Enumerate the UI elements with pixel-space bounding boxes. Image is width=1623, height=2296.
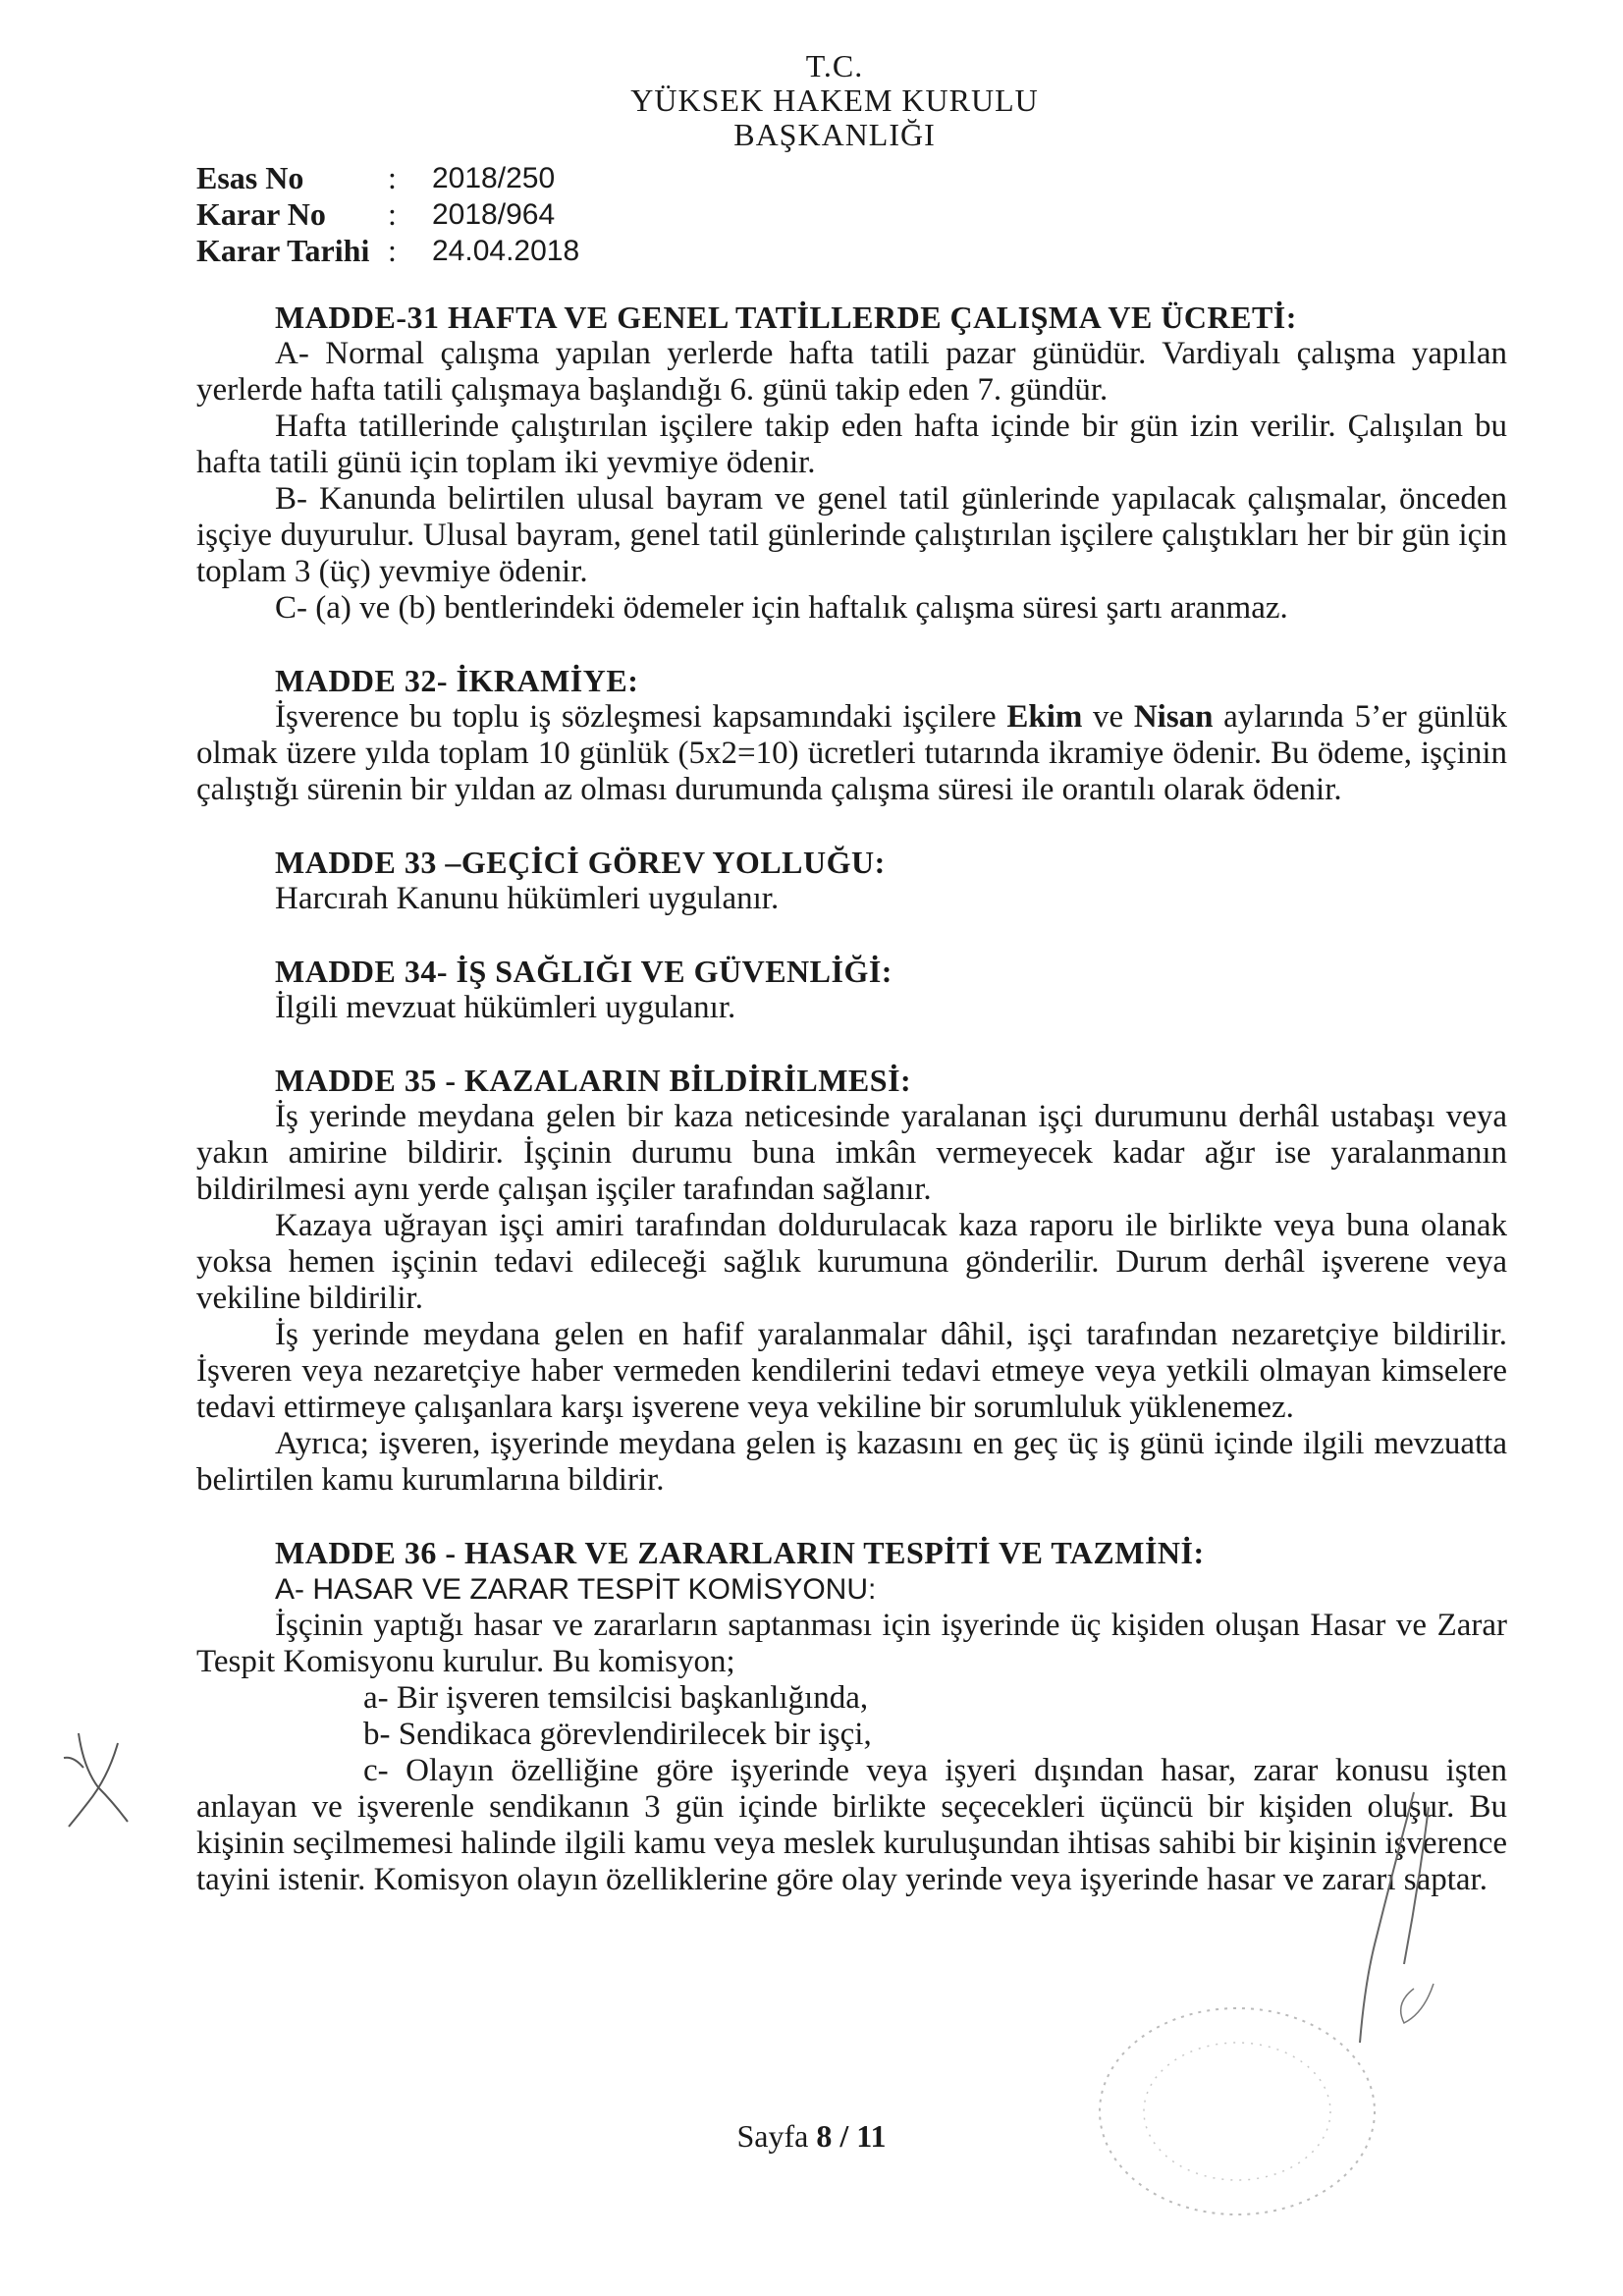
article-31-para-c: C- (a) ve (b) bentlerindeki ödemeler için haftalık çalışma süresi şartı aranmaz. [275, 590, 1288, 626]
article-36-para-1: İşçinin yaptığı hasar ve zararların saptanması için işyerinde üç kişiden oluşan Hasar ve Zarar Tespit Komisyonu kurulur. Bu komisyon; [196, 1608, 1507, 1679]
esas-row [196, 160, 579, 196]
article-35-para-1: İş yerinde meydana gelen bir kaza neticesinde yaralanan işçi durumunu derhâl ustabaşı veya yakın amirine bildirir. İşçinin durumu buna imkân vermeyecek kadar ağır ise yaralanmanın bildirilmesi aynı yerde çalışan işçiler tarafından sağlanır. [196, 1099, 1507, 1207]
article-36-item-b: b- Sendikaca görevlendirilecek bir işçi, [363, 1717, 872, 1752]
colon: : [388, 160, 397, 195]
karar-label: Karar No [196, 196, 326, 232]
header-institution: YÜKSEK HAKEM KURULU [630, 82, 1039, 118]
tarih-label: Karar Tarihi [196, 233, 370, 268]
tarih-row [196, 233, 579, 269]
article-31-para-b: B- Kanunda belirtilen ulusal bayram ve genel tatil günlerinde yapılacak çalışmalar, önceden işçiye duyurulur. Ulusal bayram, genel tatil günlerinde çalıştırılan işçilere çalıştıkları her bir gün için toplam 3 (üç) yevmiye ödenir. [196, 481, 1507, 589]
article-35-title: MADDE 35 - KAZALARIN BİLDİRİLMESİ: [275, 1063, 912, 1098]
article-32-para: İşverence bu toplu iş sözleşmesi kapsamındaki işçilere Ekim ve Nisan aylarında 5’er günlük olmak üzere yılda toplam 10 günlük (5x2=10) ücretleri tutarında ikramiye ödenir. Bu ödeme, işçinin çalıştığı sürenin bir yıldan az olması durumunda çalışma süresi ile orantılı olarak ödenir. [196, 699, 1508, 807]
article-35-para-3: İş yerinde meydana gelen en hafif yaralanmalar dâhil, işçi tarafından nezaretçiye bildirilir. İşveren veya nezaretçiye haber vermeden kendilerini tedavi etmeye veya yetkili olmayan kimselere tedavi ettirmeye çalışanlara karşı işverene veya vekiline bir sorumluluk yüklenemez. [196, 1317, 1507, 1425]
karar-value: 2018/964 [432, 198, 556, 231]
article-32-title: MADDE 32- İKRAMİYE: [275, 663, 639, 698]
article-34-title: MADDE 34- İŞ SAĞLIĞI VE GÜVENLİĞİ: [275, 954, 893, 989]
case-meta [196, 160, 579, 269]
document-body [196, 300, 1507, 1898]
document-header [589, 49, 1080, 152]
article-36-item-a: a- Bir işveren temsilcisi başkanlığında, [363, 1680, 869, 1716]
esas-value: 2018/250 [432, 162, 556, 194]
article-36-title: MADDE 36 - HASAR VE ZARARLARIN TESPİTİ VE TAZMİNİ: [275, 1535, 1205, 1570]
faded-stamp [1080, 1994, 1394, 2239]
article-33-para: Harcırah Kanunu hükümleri uygulanır. [275, 881, 780, 916]
article-31-title: MADDE-31 HAFTA VE GENEL TATİLLERDE ÇALIŞMA VE ÜCRETİ: [275, 300, 1297, 335]
header-presidency: BAŞKANLIĞI [733, 117, 936, 152]
article-35-para-2: Kazaya uğrayan işçi amiri tarafından doldurulacak kaza raporu ile birlikte veya buna olanak yoksa hemen işçinin tedavi edileceği sağlık kurumuna gönderilir. Durum derhâl işverene veya vekiline bildirilir. [196, 1208, 1507, 1316]
header-tc: T.C. [805, 48, 864, 83]
esas-label: Esas No [196, 160, 304, 195]
colon: : [388, 196, 397, 232]
colon: : [388, 233, 397, 268]
article-31-para-a: A- Normal çalışma yapılan yerlerde hafta tatili pazar günüdür. Vardiyalı çalışma yapılan yerlerde hafta tatili çalışmaya başlandığı 6. günü takip eden 7. gündür. [196, 336, 1507, 408]
article-36-subtitle: A- HASAR VE ZARAR TESPİT KOMİSYONU: [275, 1573, 877, 1606]
article-36-item-c: c- Olayın özelliğine göre işyerinde veya işyeri dışından hasar, zarar konusu işten anlayan ve işverenle sendikanın 3 gün içinde birlikte seçecekleri üçüncü bir kişiden oluşur. Bu kişinin seçilmemesi halinde ilgili kamu veya meslek kuruluşundan ihtisas sahibi bir kişinin işverence tayini istenir. Komisyon olayın özelliklerine göre olay yerinde veya işyerinde hasar ve zararı saptar. [196, 1753, 1507, 1897]
handwritten-initial-mark [59, 1728, 147, 1836]
page-footer [0, 2118, 1623, 2155]
page-number: 8 / 11 [816, 2118, 887, 2154]
article-35-para-4: Ayrıca; işveren, işyerinde meydana gelen iş kazasını en geç üç iş günü içinde ilgili mevzuatta belirtilen kamu kurumlarına bildirir. [196, 1426, 1507, 1498]
article-33-title: MADDE 33 –GEÇİCİ GÖREV YOLLUĞU: [275, 845, 886, 880]
karar-row [196, 196, 579, 233]
tarih-value: 24.04.2018 [432, 235, 580, 267]
page-label: Sayfa [736, 2118, 817, 2154]
month-ekim: Ekim [1006, 699, 1083, 735]
article-34-para: İlgili mevzuat hükümleri uygulanır. [275, 990, 736, 1025]
article-31-para-weekly: Hafta tatillerinde çalıştırılan işçilere takip eden hafta içinde bir gün izin verilir. Çalışılan bu hafta tatili günü için toplam iki yevmiye ödenir. [196, 409, 1507, 480]
month-nisan: Nisan [1133, 699, 1214, 735]
